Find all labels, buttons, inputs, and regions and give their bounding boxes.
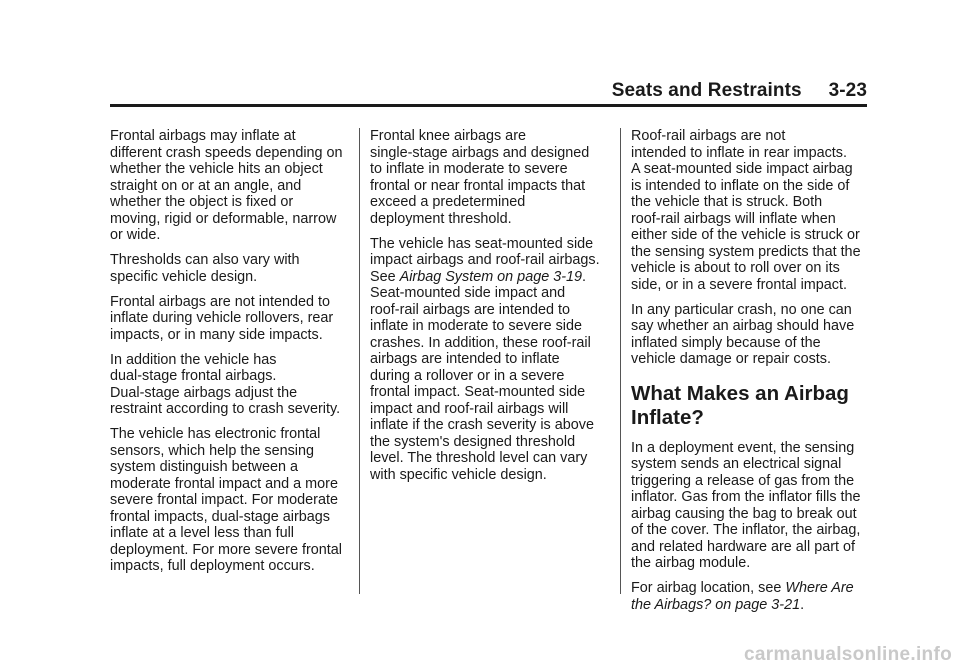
cross-reference-airbag-system[interactable]: Airbag System on page 3-19 bbox=[399, 268, 583, 285]
see-text: See bbox=[370, 268, 400, 285]
text-line: dual-stage frontal airbags. bbox=[110, 368, 277, 384]
period: . bbox=[800, 596, 805, 613]
text-line: side, or in a severe frontal impact. bbox=[631, 276, 847, 293]
column-divider-1 bbox=[359, 128, 360, 594]
text-line: or wide. bbox=[110, 227, 161, 243]
text-line: exceed a predetermined bbox=[370, 194, 526, 210]
text-line: sensors, which help the sensing bbox=[110, 442, 314, 459]
text-line: to inflate in moderate to severe bbox=[370, 161, 568, 177]
text-line: the vehicle that is struck. Both bbox=[631, 194, 823, 210]
text-line: level. The threshold level can vary bbox=[370, 450, 588, 466]
paragraph-dual-stage bbox=[110, 352, 350, 418]
paragraph-deployment-event bbox=[631, 440, 871, 572]
text-line: either side of the vehicle is struck or bbox=[631, 227, 860, 243]
text-line: In a deployment event, the sensing bbox=[631, 439, 855, 456]
text-line: impacts, or in many side impacts. bbox=[110, 326, 323, 343]
text-line: severe frontal impact. For moderate bbox=[110, 492, 338, 508]
text-line: single-stage airbags and designed bbox=[370, 144, 590, 161]
column-divider-2 bbox=[620, 128, 621, 594]
text-line: A seat-mounted side impact airbag bbox=[631, 161, 853, 177]
paragraph-not-intended bbox=[110, 294, 350, 344]
text-line: moderate frontal impact and a more bbox=[110, 475, 338, 492]
header-rule bbox=[110, 104, 867, 107]
text-line: impact airbags and roof-rail airbags. bbox=[370, 252, 600, 268]
column-1 bbox=[110, 128, 350, 583]
text-line: is intended to inflate on the side of bbox=[631, 177, 850, 194]
text-line bbox=[631, 597, 871, 614]
text-line: of the cover. The inflator, the airbag, bbox=[631, 522, 861, 538]
text-line: the system's designed threshold bbox=[370, 433, 576, 450]
text-line: The vehicle has seat-mounted side bbox=[370, 235, 594, 252]
location-text: For airbag location, see bbox=[631, 580, 786, 596]
paragraph-roof-rail bbox=[631, 128, 871, 293]
text-line: the sensing system predicts that the bbox=[631, 243, 861, 260]
period: . bbox=[582, 268, 587, 285]
text-line: impacts, full deployment occurs. bbox=[110, 558, 315, 574]
text-line bbox=[370, 269, 610, 286]
text-line: Frontal airbags may inflate at bbox=[110, 128, 296, 144]
text-line: In addition the vehicle has bbox=[110, 351, 277, 368]
text-line: restraint according to crash severity. bbox=[110, 401, 341, 417]
header-title: Seats and Restraints 3-23 bbox=[611, 80, 867, 101]
column-3 bbox=[631, 128, 871, 622]
text-line: inflated simply because of the bbox=[631, 334, 821, 351]
text-line: vehicle damage or repair costs. bbox=[631, 351, 831, 367]
text-line: during a rollover or in a severe bbox=[370, 367, 565, 384]
text-line: different crash speeds depending on bbox=[110, 144, 343, 161]
text-line: inflator. Gas from the inflator fills the bbox=[631, 489, 861, 505]
text-line: triggering a release of gas from the bbox=[631, 472, 855, 489]
text-line: crashes. In addition, these roof-rail bbox=[370, 334, 591, 351]
text-line: The vehicle has electronic frontal bbox=[110, 426, 321, 442]
text-line: and related hardware are all part of bbox=[631, 538, 855, 555]
text-line: Seat-mounted side impact and bbox=[370, 285, 566, 301]
paragraph-frontal-sensors bbox=[110, 426, 350, 575]
text-line: roof-rail airbags will inflate when bbox=[631, 210, 836, 227]
text-line: say whether an airbag should have bbox=[631, 318, 855, 334]
heading-line: What Makes an Airbag bbox=[631, 381, 849, 405]
text-line: straight on or at an angle, and bbox=[110, 177, 302, 194]
text-line: frontal impact. Seat-mounted side bbox=[370, 384, 586, 400]
text-line: roof-rail airbags are intended to bbox=[370, 301, 570, 318]
heading-line: Inflate? bbox=[631, 405, 704, 429]
text-line: Dual-stage airbags adjust the bbox=[110, 384, 298, 401]
column-2 bbox=[370, 128, 610, 492]
text-line: inflate during vehicle rollovers, rear bbox=[110, 310, 334, 326]
paragraph-thresholds bbox=[110, 252, 350, 285]
section-heading bbox=[631, 382, 871, 430]
text-line: airbags are intended to inflate bbox=[370, 351, 560, 367]
text-line: Frontal airbags are not intended to bbox=[110, 293, 330, 310]
cross-reference-where-are-airbags-cont[interactable]: the Airbags? on page 3-21 bbox=[631, 596, 801, 613]
cross-reference-where-are-airbags[interactable]: Where Are bbox=[785, 580, 854, 596]
text-line: inflate in moderate to severe side bbox=[370, 318, 582, 334]
text-line: with specific vehicle design. bbox=[370, 466, 547, 483]
text-line: moving, rigid or deformable, narrow bbox=[110, 210, 337, 227]
text-line: airbag causing the bag to break out bbox=[631, 505, 857, 522]
text-line: whether the vehicle hits an object bbox=[110, 161, 323, 177]
text-line: inflate at a level less than full bbox=[110, 525, 294, 541]
text-line: Thresholds can also vary with bbox=[110, 252, 300, 268]
paragraph-knee-airbags bbox=[370, 128, 610, 227]
text-line: frontal or near frontal impacts that bbox=[370, 177, 586, 194]
text-line: deployment threshold. bbox=[370, 210, 512, 227]
text-line: specific vehicle design. bbox=[110, 268, 258, 285]
text-line bbox=[631, 580, 871, 597]
text-line: Frontal knee airbags are bbox=[370, 128, 526, 144]
text-line: the airbag module. bbox=[631, 555, 751, 571]
text-line: inflate if the crash severity is above bbox=[370, 417, 594, 433]
text-line: deployment. For more severe frontal bbox=[110, 541, 342, 558]
text-line: frontal impacts, dual-stage airbags bbox=[110, 508, 330, 525]
paragraph-inflate-speeds bbox=[110, 128, 350, 244]
text-line: system distinguish between a bbox=[110, 459, 298, 475]
text-line: vehicle is about to roll over on its bbox=[631, 260, 840, 276]
text-line: system sends an electrical signal bbox=[631, 456, 842, 472]
paragraph-side-impact bbox=[370, 236, 610, 484]
paragraph-any-crash bbox=[631, 302, 871, 368]
text-line: Roof-rail airbags are not bbox=[631, 128, 786, 144]
watermark: carmanualsonline.info bbox=[744, 644, 952, 665]
paragraph-airbag-location bbox=[631, 580, 871, 613]
text-line: In any particular crash, no one can bbox=[631, 301, 852, 318]
text-line: intended to inflate in rear impacts. bbox=[631, 144, 847, 161]
text-line: impact and roof-rail airbags will bbox=[370, 400, 569, 417]
text-line: whether the object is fixed or bbox=[110, 194, 294, 210]
